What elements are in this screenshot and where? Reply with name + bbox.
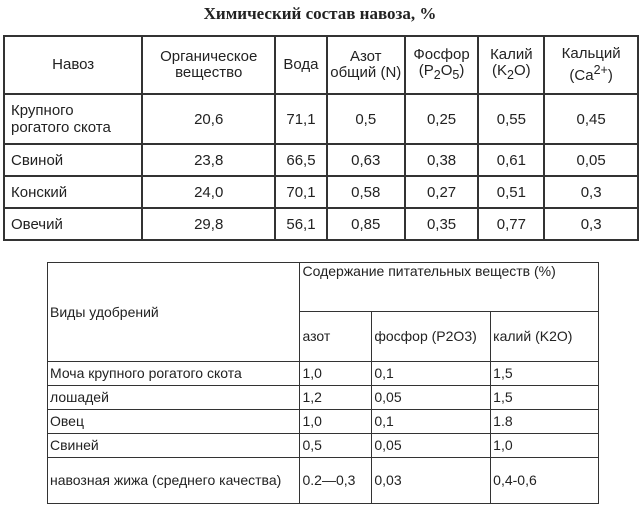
table-row <box>4 176 638 208</box>
table-row <box>4 144 638 176</box>
cell-phosphorus: 0,27 <box>405 176 479 208</box>
row-name: навозная жижа (среднего качества) <box>48 458 300 504</box>
row-name: Овец <box>48 410 300 434</box>
header-potassium-sub: калий (K2O) <box>491 312 599 362</box>
header-phosphorus: Фосфор $(P_2O_5)$ <box>405 36 479 94</box>
cell-nitrogen: 0.2—0,3 <box>300 458 372 504</box>
cell-nitrogen: 1,0 <box>300 410 372 434</box>
cell-potassium: 1,5 <box>491 362 599 386</box>
header-nitrogen: Азот общий (N) <box>327 36 405 94</box>
cell-nitrogen: 0,63 <box>327 144 405 176</box>
cell-potassium: 0,51 <box>478 176 544 208</box>
table-row <box>48 434 599 458</box>
cell-potassium: 1,0 <box>491 434 599 458</box>
table-row <box>48 458 599 504</box>
cell-potassium: 0,55 <box>478 94 544 144</box>
cell-phosphorus: 0,03 <box>372 458 491 504</box>
table-row <box>48 410 599 434</box>
cell-calcium: 0,05 <box>544 144 638 176</box>
cell-organic: 29,8 <box>142 208 275 240</box>
header-fertilizer-type: Виды удобрений <box>48 263 300 362</box>
fertilizer-nutrients-table <box>47 262 599 504</box>
header-phosphorus-sub: фосфор (P2O3) <box>372 312 491 362</box>
cell-nitrogen: 0,58 <box>327 176 405 208</box>
cell-phosphorus: 0,25 <box>405 94 479 144</box>
header-manure: Навоз <box>4 36 142 94</box>
header-nutrient-content: Содержание питательных веществ (%) <box>300 263 599 312</box>
row-name: Овечий <box>4 208 142 240</box>
cell-water: 71,1 <box>275 94 327 144</box>
table1-header-row <box>4 36 638 94</box>
cell-potassium: 0,4-0,6 <box>491 458 599 504</box>
header-nitrogen-sub: азот <box>300 312 372 362</box>
cell-phosphorus: 0,38 <box>405 144 479 176</box>
cell-calcium: 0,3 <box>544 208 638 240</box>
header-calcium: Кальций $(Ca^{2+})$ <box>544 36 638 94</box>
cell-water: 66,5 <box>275 144 327 176</box>
row-name: Конский <box>4 176 142 208</box>
table-row <box>48 362 599 386</box>
cell-organic: 23,8 <box>142 144 275 176</box>
cell-potassium: 1.8 <box>491 410 599 434</box>
row-name: Свиней <box>48 434 300 458</box>
table-row <box>4 208 638 240</box>
row-name: лошадей <box>48 386 300 410</box>
cell-phosphorus: 0,1 <box>372 410 491 434</box>
cell-water: 70,1 <box>275 176 327 208</box>
cell-nitrogen: 1,0 <box>300 362 372 386</box>
cell-organic: 20,6 <box>142 94 275 144</box>
cell-phosphorus: 0,1 <box>372 362 491 386</box>
cell-phosphorus: 0,35 <box>405 208 479 240</box>
cell-calcium: 0,45 <box>544 94 638 144</box>
header-water: Вода <box>275 36 327 94</box>
row-name: Крупного рогатого скота <box>4 94 142 144</box>
cell-organic: 24,0 <box>142 176 275 208</box>
table1-title: Химический состав навоза, % <box>203 4 437 23</box>
table-row <box>4 94 638 144</box>
cell-phosphorus: 0,05 <box>372 434 491 458</box>
table-row <box>48 386 599 410</box>
cell-nitrogen: 0,5 <box>300 434 372 458</box>
cell-potassium: 1,5 <box>491 386 599 410</box>
cell-nitrogen: 0,5 <box>327 94 405 144</box>
cell-calcium: 0,3 <box>544 176 638 208</box>
header-potassium: Калий $(K_2O)$ <box>478 36 544 94</box>
row-name: Моча крупного рогатого скота <box>48 362 300 386</box>
cell-water: 56,1 <box>275 208 327 240</box>
header-organic: Органическое вещество <box>142 36 275 94</box>
manure-composition-table <box>3 35 639 241</box>
row-name: Свиной <box>4 144 142 176</box>
cell-phosphorus: 0,05 <box>372 386 491 410</box>
cell-potassium: 0,77 <box>478 208 544 240</box>
cell-nitrogen: 0,85 <box>327 208 405 240</box>
cell-potassium: 0,61 <box>478 144 544 176</box>
cell-nitrogen: 1,2 <box>300 386 372 410</box>
